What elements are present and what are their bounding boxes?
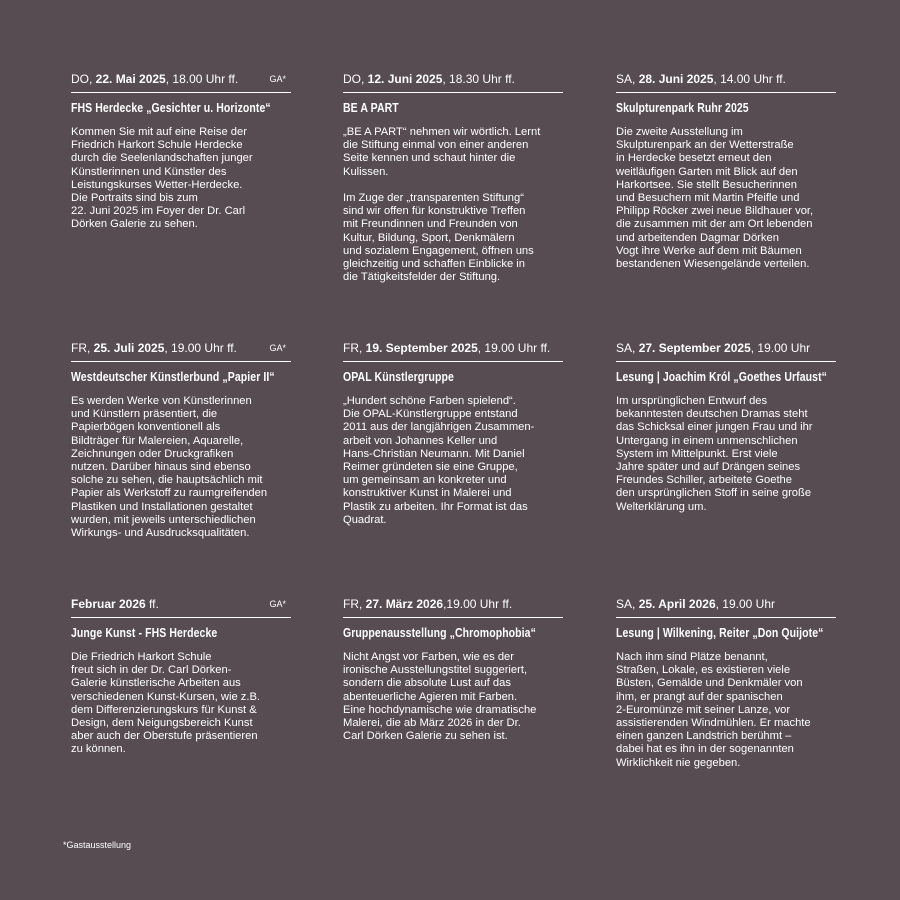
event-title: BE A PART: [343, 101, 399, 115]
event-date-bold: Februar 2026: [71, 597, 146, 611]
event-date: [616, 72, 836, 92]
event-paragraph: Es werden Werke von Künstlerinnen und Künstlern präsentiert, die Papierbögen konventionell als Bildträger für Malereien, Aquarelle, Zeichnungen oder Druckgrafiken nutzen. Darüber hinaus sind ebenso solche zu sehen, die hauptsächlich mit Papier als Werkstoff zu raumgreifenden Plastiken und Installationen gestaltet wurden, mit jeweils unterschiedlichen Wirkungs- und Ausdrucksqualitäten.: [71, 395, 268, 540]
event-card: [616, 341, 836, 514]
event-card: [71, 341, 291, 540]
guest-exhibition-badge: GA*: [269, 74, 286, 84]
event-description: [71, 651, 296, 757]
divider: [343, 361, 563, 362]
divider: [616, 361, 836, 362]
event-date: [343, 72, 563, 92]
event-date-bold: 12. Juni 2025: [367, 72, 443, 86]
event-time: , 19.00 Uhr ff.: [164, 341, 237, 355]
event-weekday: SA,: [616, 341, 639, 355]
event-weekday: DO,: [343, 72, 368, 86]
footnote: *Gastausstellung: [63, 840, 132, 850]
event-date-bold: 27. September 2025: [638, 341, 751, 355]
event-title: Junge Kunst - FHS Herdecke: [71, 626, 218, 640]
event-card: [616, 72, 836, 271]
divider: [343, 92, 563, 93]
event-description: [343, 395, 568, 527]
event-description: [616, 126, 841, 271]
event-time: , 19.00 Uhr: [715, 597, 775, 611]
event-paragraph: Die zweite Ausstellung im Skulpturenpark an der Wetterstraße in Herdecke besetzt erneut den weitläufigen Garten mit Blick auf den Harkortsee. Sie stellt Besucherinnen und Besuchern mit Martin Pfeifle und Philipp Röcker zwei neue Bildhauer vor, die zusammen mit der am Ort lebenden und arbeitenden Dagmar Dörken Vogt ihre Werke auf dem mit Bäumen bestandenen Wiesengelände verteilen.: [616, 126, 814, 271]
event-paragraph: „BE A PART“ nehmen wir wörtlich. Lernt die Stiftung einmal von einer anderen Seite kennen und schaut hinter die Kulissen.: [343, 126, 541, 178]
event-description: [71, 126, 296, 232]
event-time: , 19.00 Uhr: [750, 341, 811, 355]
event-card: [343, 341, 563, 527]
event-date-bold: 19. September 2025: [365, 341, 478, 355]
event-date: [616, 597, 836, 617]
event-weekday: FR,: [71, 341, 94, 355]
event-title: Lesung | Wilkening, Reiter „Don Quijote“: [616, 626, 824, 640]
divider: [343, 617, 563, 618]
event-description: [616, 651, 841, 770]
event-time: ff.: [145, 597, 159, 611]
guest-exhibition-badge: GA*: [269, 599, 286, 609]
event-card: [343, 597, 563, 743]
event-paragraph: Nicht Angst vor Farben, wie es der ironische Ausstellungstitel suggeriert, sondern die absolute Lust auf das abenteuerliche Agieren mit Farben. Eine hochdynamische wie dramatische Malerei, die ab März 2026 in der Dr. Carl Dörken Galerie zu sehen ist.: [343, 651, 537, 743]
event-time: , 14.00 Uhr ff.: [713, 72, 786, 86]
event-time: , 18.00 Uhr ff.: [165, 72, 239, 86]
event-weekday: DO,: [71, 72, 96, 86]
divider: [616, 617, 836, 618]
event-date-bold: 28. Juni 2025: [638, 72, 714, 86]
event-description: [616, 395, 841, 514]
event-paragraph: Nach ihm sind Plätze benannt, Straßen, Lokale, es existieren viele Büsten, Gemälde und Denkmäler von ihm, er prangt auf der spanischen 2-Euromünze mit seiner Lanze, vor assistierenden Windmühlen. Er machte einen ganzen Landstrich berühmt – dabei hat es ihn in der sogenannten Wirklichkeit nie gegeben.: [616, 651, 811, 769]
event-card: [343, 72, 563, 284]
event-weekday: SA,: [616, 597, 639, 611]
event-card: [71, 72, 291, 232]
event-weekday: SA,: [616, 72, 639, 86]
guest-exhibition-badge: GA*: [269, 343, 286, 353]
event-description: [343, 126, 568, 284]
event-date: [71, 72, 291, 92]
event-title: Gruppenausstellung „Chromophobia“: [343, 626, 536, 640]
event-title: FHS Herdecke „Gesichter u. Horizonte“: [71, 101, 271, 115]
event-paragraph: Im Zuge der „transparenten Stiftung“ sind wir offen für konstruktive Treffen mit Freundinnen und Freunden von Kultur, Bildung, Sport, Denkmälern und sozialem Engagement, öffnen uns gleichzeitig und schaffen Einblicke in die Tätigkeitsfelder der Stiftung.: [343, 192, 534, 284]
divider: [71, 92, 291, 93]
event-date: [71, 341, 291, 361]
event-date: [343, 341, 563, 361]
event-date-bold: 22. Mai 2025: [95, 72, 166, 86]
event-date: [616, 341, 836, 361]
event-time: , 19.00 Uhr ff.: [477, 341, 551, 355]
event-date-bold: 25. April 2026: [638, 597, 716, 611]
divider: [71, 361, 291, 362]
event-title: OPAL Künstlergruppe: [343, 370, 454, 384]
event-description: [343, 651, 568, 743]
event-date-bold: 27. März 2026: [365, 597, 444, 611]
event-paragraph: „Hundert schöne Farben spielend“. Die OPAL-Künstlergruppe entstand 2011 aus der langjährigen Zusammen- arbeit von Johannes Keller und Hans-Christian Neumann. Mit Daniel Reimer gründeten sie eine Gruppe, um gemeinsam an konkreter und konstruktiver Kunst in Malerei und Plastik zu arbeiten. Ihr Format ist das Quadrat.: [343, 395, 535, 526]
event-title: Westdeutscher Künstlerbund „Papier II“: [71, 370, 275, 384]
event-description: [71, 395, 296, 540]
event-date-bold: 25. Juli 2025: [93, 341, 165, 355]
event-paragraph: Die Friedrich Harkort Schule freut sich in der Dr. Carl Dörken- Galerie künstlerische Arbeiten aus verschiedenen Kunst-Kursen, wie z.B. dem Differenzierungskurs für Kunst & Design, dem Neigungsbereich Kunst aber auch der Oberstufe präsentieren zu können.: [71, 651, 261, 756]
divider: [71, 617, 291, 618]
event-card: [616, 597, 836, 770]
event-weekday: FR,: [343, 597, 366, 611]
divider: [616, 92, 836, 93]
event-title: Skulpturenpark Ruhr 2025: [616, 101, 749, 115]
event-date: [71, 597, 291, 617]
event-paragraph: Kommen Sie mit auf eine Reise der Friedrich Harkort Schule Herdecke durch die Seelenlandschaften junger Künstlerinnen und Künstler des Leistungskurses Wetter-Herdecke. Die Portraits sind bis zum 22. Juni 2025 im Foyer der Dr. Carl Dörken Galerie zu sehen.: [71, 126, 253, 231]
event-weekday: FR,: [343, 341, 366, 355]
event-date: [343, 597, 563, 617]
event-time: , 18.30 Uhr ff.: [442, 72, 515, 86]
event-paragraph: Im ursprünglichen Entwurf des bekanntesten deutschen Dramas steht das Schicksal einer jungen Frau und ihr Untergang in einem unmenschlichen System im Mittelpunkt. Erst viele Jahre später und auf Drängen seines Freundes Schiller, arbeitete Goethe den ursprünglichen Stoff in seine große Welterklärung um.: [616, 395, 813, 513]
event-title: Lesung | Joachim Król „Goethes Urfaust“: [616, 370, 828, 384]
event-card: [71, 597, 291, 757]
event-time: ,19.00 Uhr ff.: [443, 597, 513, 611]
